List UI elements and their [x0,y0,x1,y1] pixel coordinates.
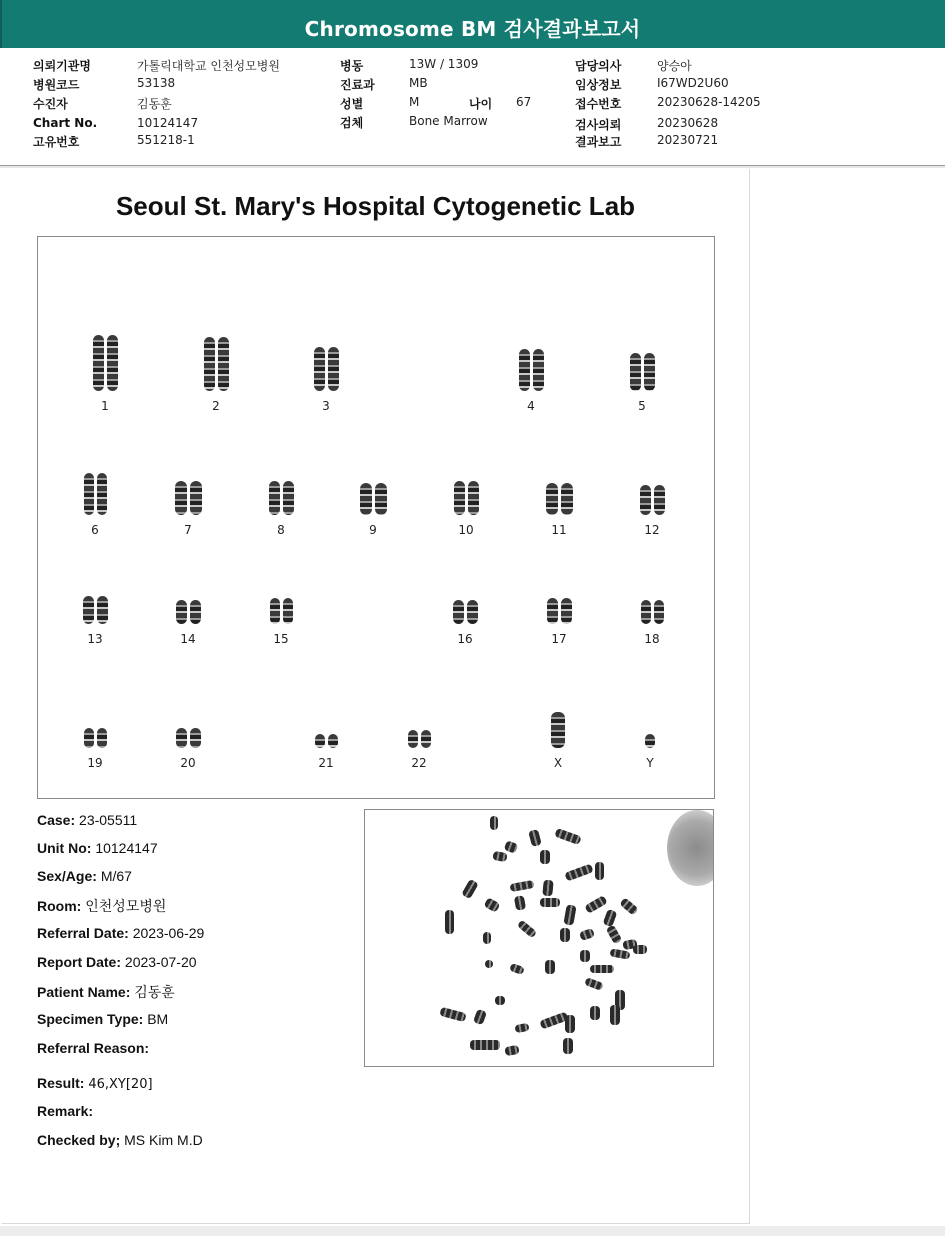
chromosome-2-1 [204,337,215,391]
chromosome-8-1 [269,481,280,515]
field-sex-age-label: Sex/Age: [37,868,97,884]
chromosome-label-9: 9 [369,523,377,537]
chromosome-label-22: 22 [411,756,427,770]
label-test-request: 검사의뢰 [575,118,622,132]
chromosome-label-7: 7 [184,523,192,537]
label-sex: 성별 [340,97,364,111]
chromosome-1-2 [107,335,118,391]
value-attending-doctor: 양승아 [657,59,692,73]
field-unit-no-value: 10124147 [95,840,158,856]
metaphase-chromosome [492,851,507,862]
metaphase-chromosome [563,1038,573,1054]
report-header-bar [0,0,945,48]
chromosome-label-10: 10 [458,523,474,537]
field-checked-by-value: MS Kim M.D [124,1132,203,1148]
label-clinical-info: 임상정보 [575,78,622,92]
chromosome-label-3: 3 [322,399,330,413]
chromosome-13-1 [83,596,94,624]
metaphase-chromosome [504,840,519,854]
metaphase-chromosome [560,928,570,942]
value-sex: M [409,95,420,109]
metaphase-chromosome [528,829,542,847]
value-test-request: 20230628 [657,116,719,130]
chromosome-16-1 [453,600,464,624]
chromosome-5-2 [644,353,655,391]
value-requesting-institution: 가톨릭대학교 인천성모병원 [137,59,280,73]
metaphase-chromosome [590,1006,600,1020]
field-referral-date-value: 2023-06-29 [132,925,205,941]
chromosome-15-1 [270,598,280,624]
value-age: 67 [516,95,532,109]
label-patient: 수진자 [33,97,68,111]
metaphase-chromosome [606,924,623,944]
chromosome-label-1: 1 [101,399,109,413]
chromosome-1-1 [93,335,104,391]
field-result [37,1075,153,1092]
label-specimen: 검체 [340,116,364,130]
field-report-date [37,954,197,970]
value-unique-no: 551218-1 [137,133,195,147]
field-result-value: 46,XY[20] [88,1077,153,1092]
chromosome-16-2 [467,600,478,624]
chromosome-8-2 [283,481,294,515]
metaphase-chromosome [439,1007,466,1022]
field-sex-age [37,868,132,884]
chromosome-21-2 [328,734,338,748]
chromosome-label-18: 18 [644,632,660,646]
chromosome-18-1 [641,600,651,624]
metaphase-chromosome [540,850,550,864]
metaphase-chromosome [619,897,639,915]
value-clinical-info: I67WD2U60 [657,76,729,90]
metaphase-chromosome [485,960,493,968]
chromosome-19-1 [84,728,94,748]
label-attending-doctor: 담당의사 [575,59,622,73]
value-hospital-code: 53138 [137,76,176,90]
value-result-report: 20230721 [657,133,719,147]
field-remark [37,1103,93,1119]
label-age: 나이 [469,97,493,111]
chromosome-4-1 [519,349,530,391]
metaphase-chromosome [565,1015,575,1033]
metaphase-chromosome [495,996,505,1005]
chromosome-22-1 [408,730,418,748]
field-case-label: Case: [37,812,76,828]
chromosome-2-2 [218,337,229,391]
field-sex-age-value: M/67 [100,868,132,884]
field-checked-by-label: Checked by; [37,1132,121,1148]
metaphase-chromosome [554,828,582,845]
window-bottom-strip [0,1226,945,1236]
chromosome-17-1 [547,598,558,624]
value-ward: 13W / 1309 [409,57,479,71]
metaphase-chromosome [610,1005,620,1025]
chromosome-y-1 [645,734,655,748]
field-case [37,812,137,828]
chromosome-label-20: 20 [180,756,196,770]
field-specimen-type [37,1011,168,1027]
chromosome-5-1 [630,353,641,391]
metaphase-chromosome [563,904,576,925]
chromosome-x-1 [551,712,565,748]
chromosome-label-17: 17 [551,632,567,646]
chromosome-14-1 [176,600,187,624]
field-remark-label: Remark: [37,1103,94,1119]
chromosome-label-y: Y [646,756,654,770]
value-department: MB [409,76,428,90]
field-referral-reason-label: Referral Reason: [37,1040,150,1056]
field-checked-by [37,1132,203,1148]
chromosome-label-11: 11 [551,523,567,537]
value-chart-no: 10124147 [137,116,199,130]
chromosome-20-2 [190,728,201,748]
chromosome-10-2 [468,481,479,515]
metaphase-chromosome [517,920,537,939]
metaphase-chromosome [461,879,479,900]
chromosome-12-2 [654,485,665,515]
patient-info-header [0,55,945,165]
metaphase-chromosome [584,977,604,991]
label-unique-no: 고유번호 [33,135,80,149]
field-referral-date-label: Referral Date: [37,925,129,941]
chromosome-22-2 [421,730,431,748]
chromosome-3-1 [314,347,325,391]
label-requesting-institution: 의뢰기관명 [33,59,91,73]
chromosome-10-1 [454,481,465,515]
chromosome-label-8: 8 [277,523,285,537]
chromosome-6-2 [97,473,107,515]
metaphase-chromosome [509,963,525,975]
field-unit-no-label: Unit No: [37,840,92,856]
metaphase-chromosome [514,1023,529,1033]
metaphase-chromosome [504,1045,519,1056]
chromosome-3-2 [328,347,339,391]
lab-title: Seoul St. Mary's Hospital Cytogenetic Lab [115,191,636,221]
field-room-label: Room: [37,898,82,914]
label-result-report: 결과보고 [575,135,622,149]
label-department: 진료과 [340,78,375,92]
metaphase-chromosome [470,1040,500,1050]
chromosome-9-1 [360,483,372,515]
chromosome-label-2: 2 [212,399,220,413]
metaphase-chromosome [609,948,630,959]
metaphase-chromosome [595,862,604,880]
field-specimen-type-value: BM [147,1011,169,1027]
interphase-nucleus [667,810,714,886]
label-hospital-code: 병원코드 [33,78,80,92]
field-referral-date [37,925,204,941]
metaphase-chromosome [514,895,526,911]
chromosome-4-2 [533,349,544,391]
chromosome-label-12: 12 [644,523,660,537]
page-title: Chromosome BM 검사결과보고서 [304,17,641,41]
field-report-date-value: 2023-07-20 [124,954,197,970]
metaphase-spread-image [364,809,714,1067]
field-room [37,896,166,916]
chromosome-13-2 [97,596,108,624]
field-referral-reason [37,1040,149,1056]
field-report-date-label: Report Date: [37,954,122,970]
chromosome-21-1 [315,734,325,748]
chromosome-15-2 [283,598,293,624]
metaphase-chromosome [509,880,534,892]
value-receipt-no: 20230628-14205 [657,95,761,109]
metaphase-chromosome [445,910,454,934]
chromosome-6-1 [84,473,94,515]
value-specimen: Bone Marrow [409,114,488,128]
chromosome-18-2 [654,600,664,624]
chromosome-14-2 [190,600,201,624]
metaphase-chromosome [584,895,608,914]
metaphase-chromosome [579,928,595,941]
field-case-value: 23-05511 [79,812,138,828]
chromosome-11-2 [561,483,573,515]
field-room-value: 인천성모병원 [85,898,167,914]
metaphase-chromosome [483,932,491,944]
report-page [2,169,750,1224]
chromosome-label-5: 5 [638,399,646,413]
metaphase-chromosome [580,950,590,962]
metaphase-chromosome [633,945,647,954]
chromosome-label-6: 6 [91,523,99,537]
label-chart-no: Chart No. [33,116,98,130]
chromosome-17-2 [561,598,572,624]
metaphase-chromosome [590,965,614,973]
chromosome-7-1 [175,481,187,515]
metaphase-chromosome [490,816,498,830]
label-ward: 병동 [340,59,364,73]
chromosome-label-4: 4 [527,399,535,413]
chromosome-7-2 [190,481,202,515]
chromosome-label-15: 15 [273,632,289,646]
chromosome-19-2 [97,728,107,748]
metaphase-chromosome [483,897,500,913]
metaphase-chromosome [542,880,553,897]
field-unit-no [37,840,158,856]
metaphase-chromosome [564,863,593,881]
field-result-label: Result: [37,1075,85,1091]
chromosome-label-13: 13 [87,632,103,646]
header-divider-shadow [0,166,945,168]
metaphase-chromosome [473,1009,487,1026]
chromosome-label-14: 14 [180,632,196,646]
chromosome-12-1 [640,485,651,515]
field-patient-name-value: 김동훈 [134,984,175,1000]
metaphase-chromosome [603,909,618,927]
chromosome-11-1 [546,483,558,515]
chromosome-label-21: 21 [318,756,334,770]
value-patient: 김동훈 [137,97,172,111]
field-specimen-type-label: Specimen Type: [37,1011,144,1027]
chromosome-label-x: X [553,756,563,770]
chromosome-20-1 [176,728,187,748]
metaphase-chromosome [540,898,560,907]
metaphase-chromosome [545,960,555,974]
chromosome-label-16: 16 [457,632,473,646]
label-receipt-no: 접수번호 [575,97,622,111]
field-patient-name-label: Patient Name: [37,984,131,1000]
karyogram-panel [37,236,715,799]
chromosome-label-19: 19 [87,756,103,770]
chromosome-9-2 [375,483,387,515]
field-patient-name [37,982,175,1002]
